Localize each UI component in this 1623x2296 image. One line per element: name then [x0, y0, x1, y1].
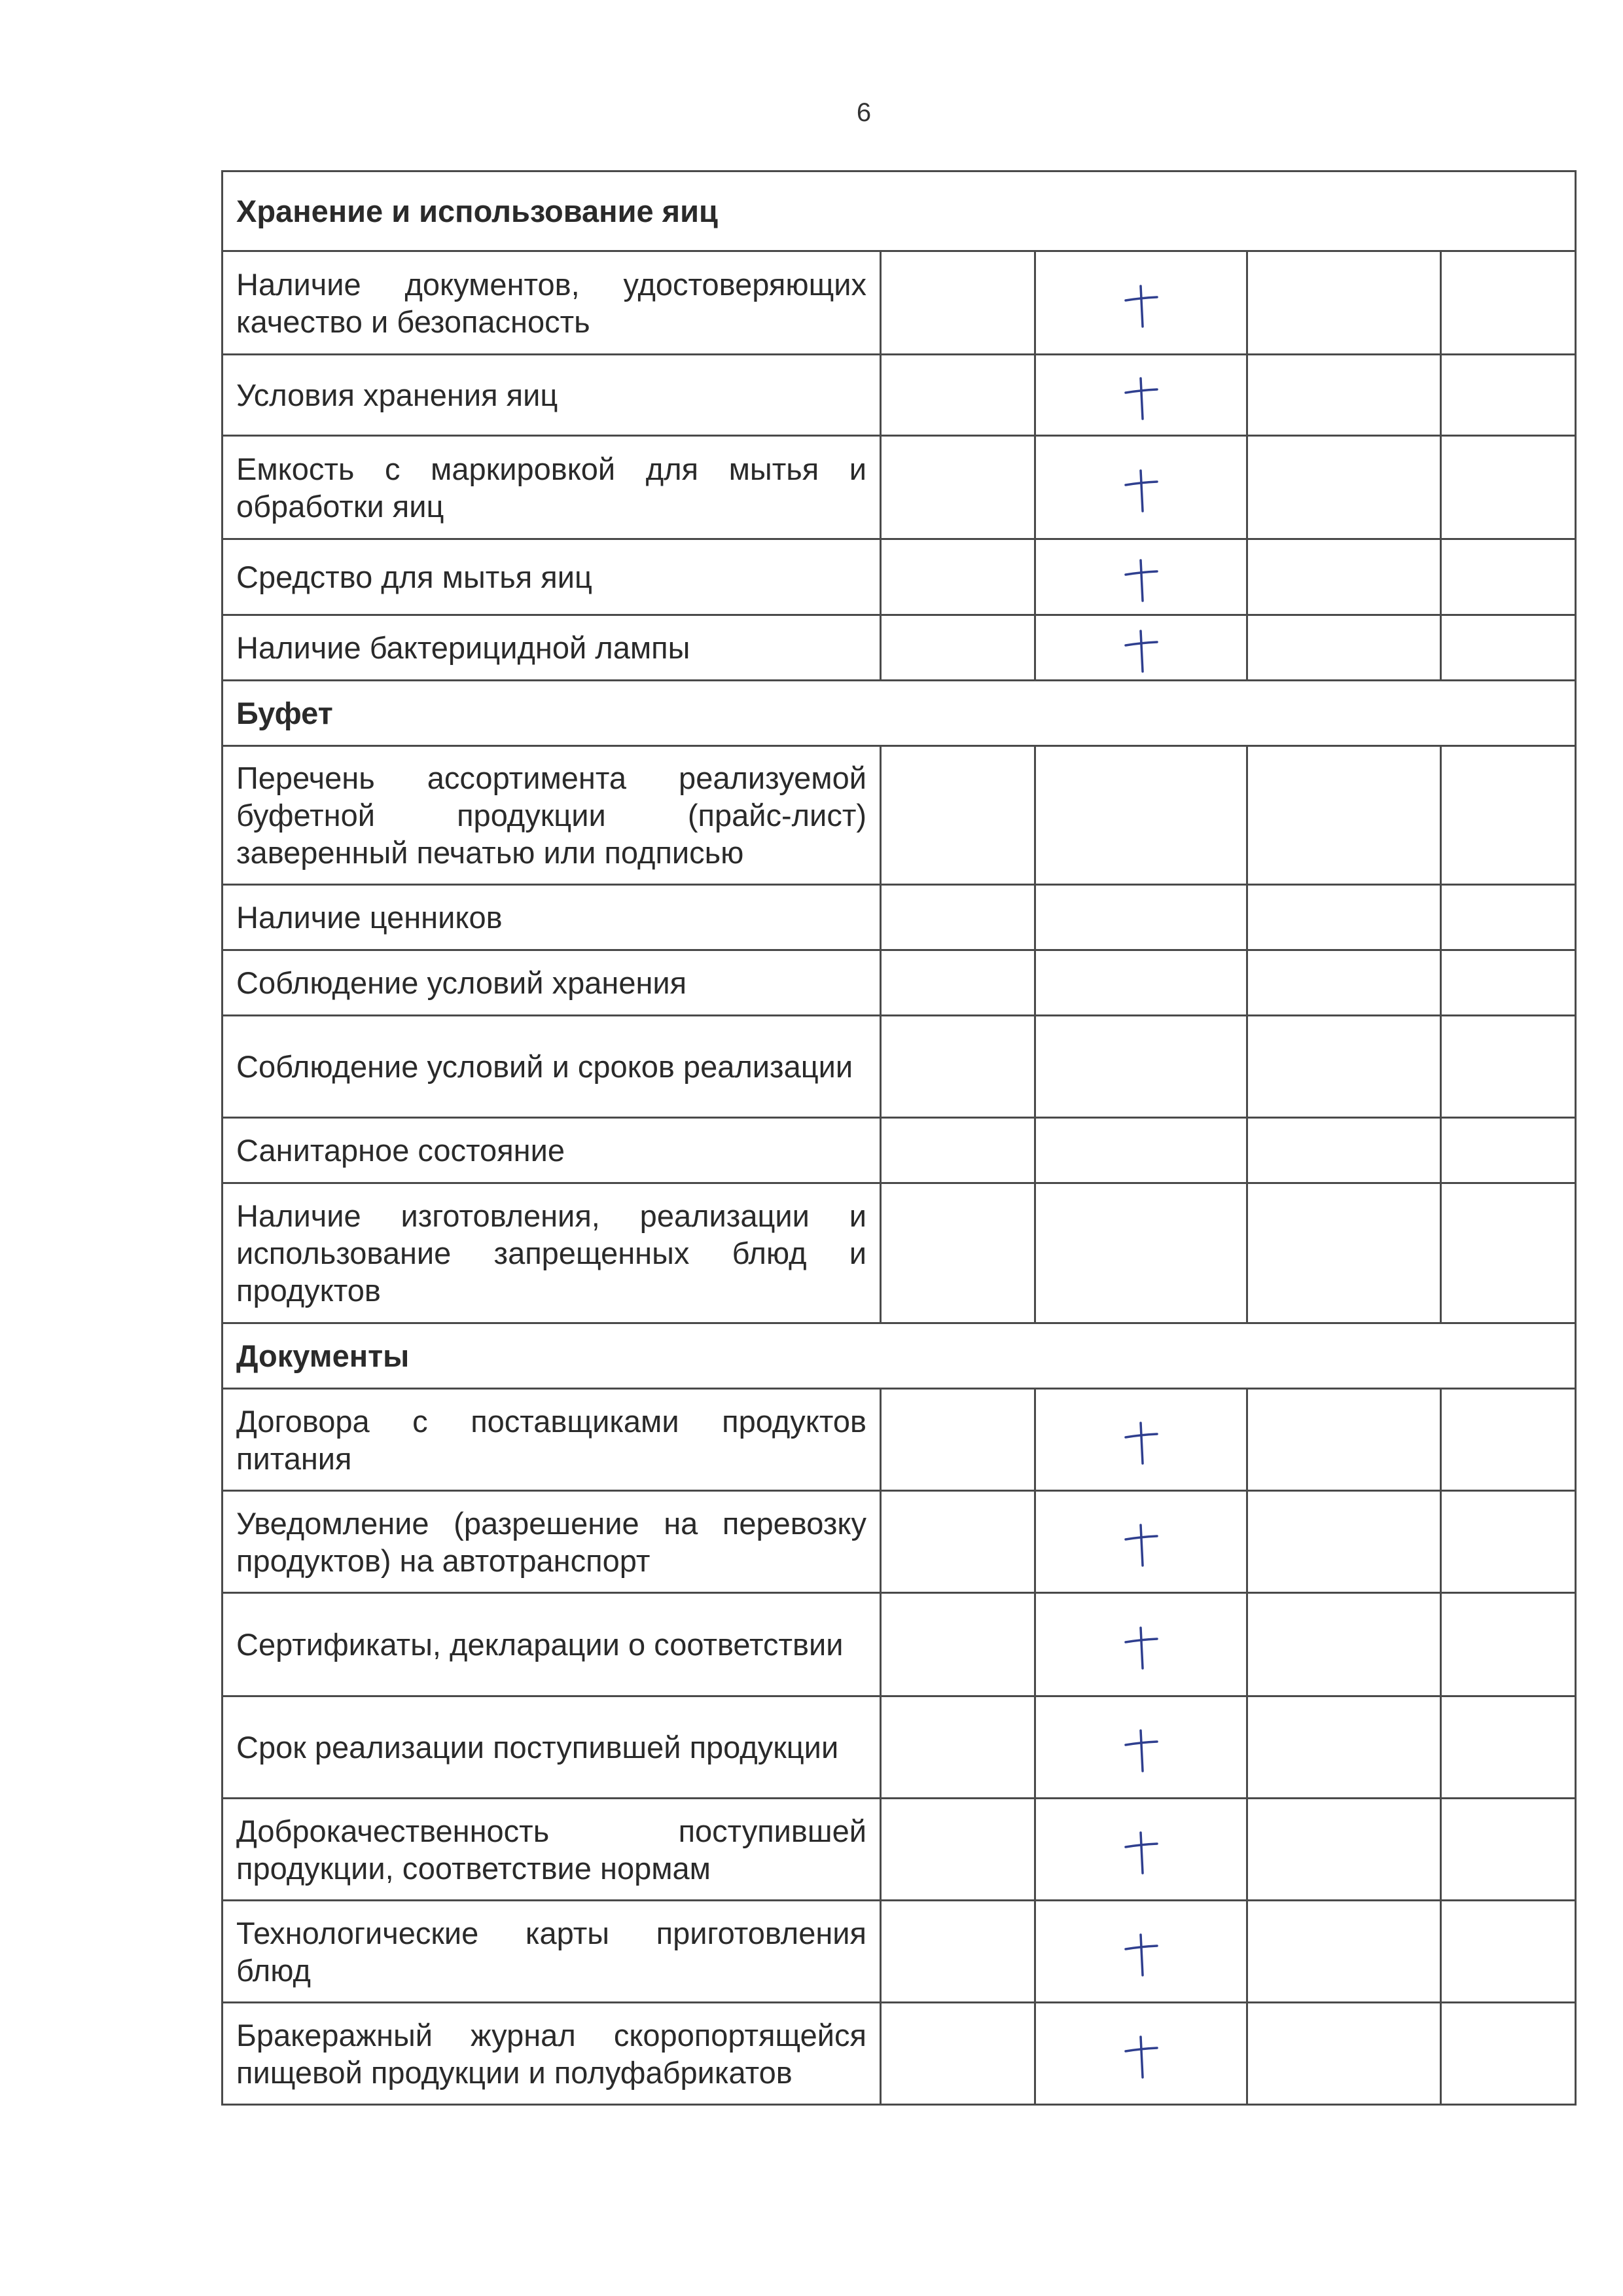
item-text: Средство для мытья яиц [223, 539, 881, 615]
empty-cell [881, 1389, 1035, 1491]
mark-cell [1035, 1799, 1247, 1901]
table-row [223, 1593, 1576, 1696]
handwritten-plus-icon [1036, 355, 1246, 435]
empty-cell [881, 1118, 1035, 1183]
empty-cell [1441, 615, 1576, 681]
mark-cell [1035, 1183, 1247, 1323]
empty-cell [1247, 1696, 1441, 1799]
item-text: Наличие документов, удостоверяющих качество и безопасность [223, 251, 881, 355]
item-text: Уведомление (разрешение на перевозку продуктов) на автотранспорт [223, 1491, 881, 1593]
table-row [223, 436, 1576, 539]
empty-cell [1441, 1118, 1576, 1183]
table-row [223, 355, 1576, 436]
mark-cell [1035, 1696, 1247, 1799]
mark-cell [1035, 1118, 1247, 1183]
handwritten-plus-icon [1036, 1697, 1246, 1797]
empty-cell [881, 1799, 1035, 1901]
table-row [223, 251, 1576, 355]
empty-cell [1441, 1183, 1576, 1323]
empty-cell [1441, 1593, 1576, 1696]
mark-cell [1035, 615, 1247, 681]
table-row [223, 615, 1576, 681]
item-text: Соблюдение условий и сроков реализации [223, 1016, 881, 1118]
empty-cell [1441, 885, 1576, 950]
table-row [223, 746, 1576, 885]
item-text: Технологические карты приготовления блюд [223, 1901, 881, 2003]
table-row [223, 885, 1576, 950]
empty-cell [881, 885, 1035, 950]
empty-cell [881, 1696, 1035, 1799]
empty-cell [881, 251, 1035, 355]
item-text: Бракеражный журнал скоропортящейся пищевой продукции и полуфабрикатов [223, 2003, 881, 2105]
section-title: Хранение и использование яиц [223, 171, 1576, 251]
table-row [223, 539, 1576, 615]
empty-cell [1441, 436, 1576, 539]
empty-cell [1441, 1016, 1576, 1118]
empty-cell [881, 1901, 1035, 2003]
section-header-row [223, 1323, 1576, 1389]
table-row [223, 1389, 1576, 1491]
table-row [223, 950, 1576, 1016]
empty-cell [1247, 1491, 1441, 1593]
handwritten-plus-icon [1036, 1901, 1246, 2001]
mark-cell [1035, 1016, 1247, 1118]
empty-cell [1441, 1799, 1576, 1901]
mark-cell [1035, 746, 1247, 885]
item-text: Срок реализации поступившей продукции [223, 1696, 881, 1799]
empty-cell [881, 1491, 1035, 1593]
item-text: Договора с поставщиками продуктов питания [223, 1389, 881, 1491]
empty-cell [1247, 615, 1441, 681]
empty-cell [1247, 1799, 1441, 1901]
mark-cell [1035, 251, 1247, 355]
empty-cell [1441, 1696, 1576, 1799]
mark-cell [1035, 950, 1247, 1016]
mark-cell [1035, 1389, 1247, 1491]
empty-cell [881, 1016, 1035, 1118]
table-row [223, 1118, 1576, 1183]
empty-cell [1441, 1901, 1576, 2003]
handwritten-plus-icon [1036, 437, 1246, 538]
empty-cell [881, 746, 1035, 885]
table-row [223, 1901, 1576, 2003]
empty-cell [1441, 251, 1576, 355]
empty-cell [1441, 2003, 1576, 2105]
item-text: Наличие ценников [223, 885, 881, 950]
mark-cell [1035, 436, 1247, 539]
empty-cell [1247, 746, 1441, 885]
mark-cell [1035, 1491, 1247, 1593]
empty-cell [1247, 539, 1441, 615]
empty-cell [1441, 539, 1576, 615]
section-title: Буфет [223, 681, 1576, 746]
empty-cell [1441, 746, 1576, 885]
item-text: Соблюдение условий хранения [223, 950, 881, 1016]
table-row [223, 1183, 1576, 1323]
empty-cell [1247, 1118, 1441, 1183]
handwritten-plus-icon [1036, 252, 1246, 353]
section-header-row [223, 681, 1576, 746]
empty-cell [881, 615, 1035, 681]
checklist-table [221, 170, 1577, 2106]
section-title: Документы [223, 1323, 1576, 1389]
empty-cell [1247, 885, 1441, 950]
mark-cell [1035, 1593, 1247, 1696]
item-text: Сертификаты, декларации о соответствии [223, 1593, 881, 1696]
section-header-row [223, 171, 1576, 251]
handwritten-plus-icon [1036, 540, 1246, 614]
empty-cell [1247, 2003, 1441, 2105]
table-row [223, 1016, 1576, 1118]
empty-cell [1247, 1901, 1441, 2003]
empty-cell [1247, 355, 1441, 436]
empty-cell [881, 1593, 1035, 1696]
mark-cell [1035, 2003, 1247, 2105]
handwritten-plus-icon [1036, 1799, 1246, 1899]
item-text: Доброкачественность поступившей продукции, соответствие нормам [223, 1799, 881, 1901]
page-number: 6 [856, 98, 872, 127]
empty-cell [881, 436, 1035, 539]
empty-cell [1441, 950, 1576, 1016]
item-text: Наличие бактерицидной лампы [223, 615, 881, 681]
mark-cell [1035, 885, 1247, 950]
handwritten-plus-icon [1036, 1492, 1246, 1592]
empty-cell [1247, 436, 1441, 539]
empty-cell [1441, 355, 1576, 436]
empty-cell [1247, 1593, 1441, 1696]
mark-cell [1035, 539, 1247, 615]
table-row [223, 1696, 1576, 1799]
mark-cell [1035, 355, 1247, 436]
item-text: Санитарное состояние [223, 1118, 881, 1183]
empty-cell [881, 355, 1035, 436]
table-row [223, 2003, 1576, 2105]
empty-cell [1441, 1389, 1576, 1491]
handwritten-plus-icon [1036, 1390, 1246, 1490]
handwritten-plus-icon [1036, 1594, 1246, 1695]
handwritten-plus-icon [1036, 2003, 1246, 2104]
empty-cell [1247, 1016, 1441, 1118]
empty-cell [881, 1183, 1035, 1323]
item-text: Емкость с маркировкой для мытья и обработки яиц [223, 436, 881, 539]
empty-cell [881, 950, 1035, 1016]
item-text: Перечень ассортимента реализуемой буфетной продукции (прайс-лист) заверенный печатью или подписью [223, 746, 881, 885]
empty-cell [1247, 1183, 1441, 1323]
item-text: Наличие изготовления, реализации и использование запрещенных блюд и продуктов [223, 1183, 881, 1323]
empty-cell [1247, 1389, 1441, 1491]
empty-cell [881, 2003, 1035, 2105]
empty-cell [1247, 251, 1441, 355]
empty-cell [1441, 1491, 1576, 1593]
item-text: Условия хранения яиц [223, 355, 881, 436]
empty-cell [1247, 950, 1441, 1016]
mark-cell [1035, 1901, 1247, 2003]
table-row [223, 1491, 1576, 1593]
empty-cell [881, 539, 1035, 615]
handwritten-plus-icon [1036, 616, 1246, 679]
table-row [223, 1799, 1576, 1901]
